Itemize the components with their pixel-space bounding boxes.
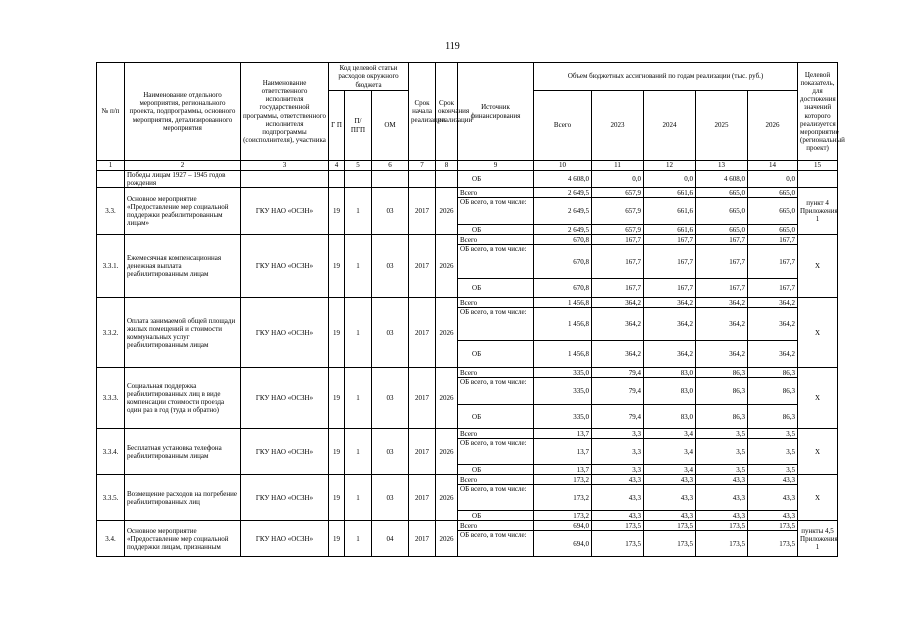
table-row: [97, 298, 838, 308]
measure-name: Основное мероприятие «Предоставление мер социальной поддержки лицам, признанным: [125, 521, 241, 557]
end-year: 2026: [436, 368, 458, 429]
header-name: Наименование отдельного мероприятия, регионального проекта, подпрограммы, основного мероприятия, детализированного мероприятия: [125, 63, 241, 161]
value-2024: 83,0: [644, 378, 696, 405]
value-2025: 3,5: [696, 429, 748, 439]
value-2024: 43,3: [644, 475, 696, 485]
source-vsego: Всего: [458, 188, 534, 198]
measure-name: Основное мероприятие «Предоставление мер социальной поддержки реабилитированным лицам»: [125, 188, 241, 235]
header-code-om: ОМ: [372, 91, 409, 161]
value-total: 694,0: [534, 521, 592, 531]
code-om: 03: [372, 429, 409, 475]
code-pgp: 1: [345, 298, 372, 368]
table-row: [97, 235, 838, 245]
col-number: 11: [592, 161, 644, 171]
measure-name: Оплата занимаемой общей площади жилых помещений и стоимости коммунальных услуг реабилитированным лицам: [125, 298, 241, 368]
source-ob-vsego: ОБ всего, в том числе:: [458, 378, 534, 405]
executor: ГКУ НАО «ОСЗН»: [241, 521, 329, 557]
value-2025: 86,3: [696, 368, 748, 378]
value-2025: 665,0: [696, 188, 748, 198]
end-year: 2026: [436, 521, 458, 557]
end-year: 2026: [436, 429, 458, 475]
value-2024: 167,7: [644, 279, 696, 298]
code-g: 19: [329, 475, 345, 521]
indicator: Х: [798, 235, 838, 298]
source-ob-vsego: ОБ всего, в том числе:: [458, 485, 534, 511]
value-2023: 43,3: [592, 475, 644, 485]
value-2023: 43,3: [592, 485, 644, 511]
source-vsego: Всего: [458, 235, 534, 245]
value-2026: 364,2: [748, 298, 798, 308]
value-2023: 364,2: [592, 298, 644, 308]
value-2026: 43,3: [748, 485, 798, 511]
value-2024: 83,0: [644, 368, 696, 378]
measure-name: Бесплатная установка телефона реабилитированным лицам: [125, 429, 241, 475]
value-2023: 364,2: [592, 308, 644, 341]
value-2025: 173,5: [696, 521, 748, 531]
col-number: 4: [329, 161, 345, 171]
value-2023: 173,5: [592, 521, 644, 531]
code-om: 03: [372, 298, 409, 368]
header-source: Источник финансирования: [458, 63, 534, 161]
col-number: 1: [97, 161, 125, 171]
value-2023: 167,7: [592, 235, 644, 245]
value-2023: 167,7: [592, 279, 644, 298]
table-row-continuation: [97, 171, 838, 188]
value-2025: 86,3: [696, 378, 748, 405]
value-2025: 4 608,0: [696, 171, 748, 188]
table-row: [97, 521, 838, 531]
code-om: 03: [372, 475, 409, 521]
table-row: [97, 475, 838, 485]
measure-name: Социальная поддержка реабилитированных лиц в виде компенсации стоимости проезда один раз в год (туда и обратно): [125, 368, 241, 429]
measure-num: 3.3.1.: [97, 235, 125, 298]
value-total: 335,0: [534, 378, 592, 405]
source-vsego: Всего: [458, 368, 534, 378]
value-2025: 167,7: [696, 279, 748, 298]
value-2025: 3,5: [696, 465, 748, 475]
items-body: [97, 188, 838, 557]
value-2026: 86,3: [748, 405, 798, 429]
code-g: 19: [329, 188, 345, 235]
table-row: [97, 368, 838, 378]
code-pgp: 1: [345, 188, 372, 235]
header-2025: 2025: [696, 91, 748, 161]
value-2025: 43,3: [696, 475, 748, 485]
value-total: 173,2: [534, 511, 592, 521]
value-2026: 43,3: [748, 511, 798, 521]
value-2023: 79,4: [592, 405, 644, 429]
source-ob: ОБ: [458, 341, 534, 368]
code-pgp: 1: [345, 475, 372, 521]
value-2023: 167,7: [592, 245, 644, 279]
indicator: пункт 4 Приложения 1: [798, 188, 838, 235]
end-year: 2026: [436, 235, 458, 298]
value-total: 4 608,0: [534, 171, 592, 188]
indicator: Х: [798, 298, 838, 368]
col-number: 8: [436, 161, 458, 171]
value-2024: 83,0: [644, 405, 696, 429]
header-volume-group: Объем бюджетных ассигнований по годам реализации (тыс. руб.): [534, 63, 798, 91]
value-2023: 79,4: [592, 368, 644, 378]
value-2024: 173,5: [644, 531, 696, 557]
col-number: 2: [125, 161, 241, 171]
value-total: 13,7: [534, 429, 592, 439]
executor: ГКУ НАО «ОСЗН»: [241, 298, 329, 368]
source-ob: ОБ: [458, 171, 534, 188]
col-number: 13: [696, 161, 748, 171]
value-2024: 167,7: [644, 235, 696, 245]
column-numbers-row: [97, 161, 838, 171]
indicator: Х: [798, 368, 838, 429]
value-2025: 43,3: [696, 485, 748, 511]
value-2024: 364,2: [644, 341, 696, 368]
start-year: 2017: [409, 368, 436, 429]
col-number: 9: [458, 161, 534, 171]
value-total: 173,2: [534, 475, 592, 485]
value-total: 2 649,5: [534, 188, 592, 198]
header-code-pgp: П/ ПГП: [345, 91, 372, 161]
code-g: 19: [329, 235, 345, 298]
value-2025: 86,3: [696, 405, 748, 429]
header-end: Срок окончания реализации: [436, 63, 458, 161]
source-ob: ОБ: [458, 511, 534, 521]
value-2026: 167,7: [748, 235, 798, 245]
value-2026: 86,3: [748, 368, 798, 378]
measure-num: 3.3.2.: [97, 298, 125, 368]
value-2024: 43,3: [644, 511, 696, 521]
value-2025: 173,5: [696, 531, 748, 557]
measure-name: Ежемесячная компенсационная денежная выплата реабилитированным лицам: [125, 235, 241, 298]
value-2025: 665,0: [696, 198, 748, 225]
source-vsego: Всего: [458, 298, 534, 308]
header-executor: Наименование ответственного исполнителя государственной программы, ответственного исполнителя подпрограммы (соисполнителя), участника: [241, 63, 329, 161]
value-2026: 665,0: [748, 225, 798, 235]
start-year: 2017: [409, 235, 436, 298]
value-total: 335,0: [534, 368, 592, 378]
value-2026: 665,0: [748, 198, 798, 225]
value-2026: 86,3: [748, 378, 798, 405]
value-2026: 167,7: [748, 279, 798, 298]
end-year: 2026: [436, 298, 458, 368]
indicator: пункты 4,5 Приложения 1: [798, 521, 838, 557]
source-vsego: Всего: [458, 429, 534, 439]
value-total: 173,2: [534, 485, 592, 511]
code-g: 19: [329, 429, 345, 475]
table-row: [97, 429, 838, 439]
page-number: 119: [445, 41, 460, 52]
value-2025: 167,7: [696, 245, 748, 279]
value-2024: 167,7: [644, 245, 696, 279]
start-year: 2017: [409, 188, 436, 235]
source-ob: ОБ: [458, 279, 534, 298]
code-g: 19: [329, 521, 345, 557]
indicator: Х: [798, 475, 838, 521]
value-2026: 665,0: [748, 188, 798, 198]
code-g: 19: [329, 368, 345, 429]
measure-num: 3.3.: [97, 188, 125, 235]
header-indicator: Целевой показатель, для достижения значений которого реализуется мероприятие (региональный проект): [798, 63, 838, 161]
code-pgp: 1: [345, 368, 372, 429]
value-total: 13,7: [534, 465, 592, 475]
value-total: 694,0: [534, 531, 592, 557]
col-number: 10: [534, 161, 592, 171]
value-total: 670,8: [534, 235, 592, 245]
value-2023: 657,9: [592, 188, 644, 198]
source-ob: ОБ: [458, 225, 534, 235]
table-row: [97, 188, 838, 198]
value-2023: 364,2: [592, 341, 644, 368]
source-vsego: Всего: [458, 521, 534, 531]
col-number: 12: [644, 161, 696, 171]
col-number: 15: [798, 161, 838, 171]
value-total: 1 456,8: [534, 341, 592, 368]
value-total: 670,8: [534, 279, 592, 298]
value-2026: 173,5: [748, 521, 798, 531]
col-number: 5: [345, 161, 372, 171]
value-2026: 173,5: [748, 531, 798, 557]
code-om: 03: [372, 188, 409, 235]
header-2026: 2026: [748, 91, 798, 161]
value-2026: 3,5: [748, 429, 798, 439]
value-2024: 3,4: [644, 439, 696, 465]
col-number: 6: [372, 161, 409, 171]
value-total: 670,8: [534, 245, 592, 279]
measure-num: 3.4.: [97, 521, 125, 557]
value-2024: 3,4: [644, 429, 696, 439]
start-year: 2017: [409, 475, 436, 521]
budget-table: [96, 62, 845, 557]
header-num: № п/п: [97, 63, 125, 161]
start-year: 2017: [409, 429, 436, 475]
value-2026: 3,5: [748, 439, 798, 465]
value-2023: 657,9: [592, 198, 644, 225]
value-2023: 3,3: [592, 465, 644, 475]
value-2025: 43,3: [696, 511, 748, 521]
col-number: 7: [409, 161, 436, 171]
value-2025: 3,5: [696, 439, 748, 465]
code-pgp: 1: [345, 429, 372, 475]
value-2023: 43,3: [592, 511, 644, 521]
value-2025: 364,2: [696, 341, 748, 368]
value-2024: 364,2: [644, 298, 696, 308]
end-year: 2026: [436, 188, 458, 235]
code-g: 19: [329, 298, 345, 368]
source-ob-vsego: ОБ всего, в том числе:: [458, 245, 534, 279]
col-number: 3: [241, 161, 329, 171]
value-2026: 364,2: [748, 308, 798, 341]
indicator: Х: [798, 429, 838, 475]
value-2023: 0,0: [592, 171, 644, 188]
value-total: 1 456,8: [534, 298, 592, 308]
header-code-group: Код целевой статьи расходов окружного бюджета: [329, 63, 409, 91]
source-ob-vsego: ОБ всего, в том числе:: [458, 198, 534, 225]
source-ob-vsego: ОБ всего, в том числе:: [458, 531, 534, 557]
value-2024: 43,3: [644, 485, 696, 511]
value-2026: 0,0: [748, 171, 798, 188]
value-total: 2 649,5: [534, 198, 592, 225]
value-2024: 661,6: [644, 198, 696, 225]
start-year: 2017: [409, 298, 436, 368]
value-2024: 661,6: [644, 225, 696, 235]
value-2025: 364,2: [696, 308, 748, 341]
value-total: 335,0: [534, 405, 592, 429]
end-year: 2026: [436, 475, 458, 521]
header-code-g: Г П: [329, 91, 345, 161]
value-2026: 3,5: [748, 465, 798, 475]
col-number: 14: [748, 161, 798, 171]
executor: ГКУ НАО «ОСЗН»: [241, 188, 329, 235]
value-total: 13,7: [534, 439, 592, 465]
measure-name: Возмещение расходов на погребение реабилитированных лиц: [125, 475, 241, 521]
value-total: 2 649,5: [534, 225, 592, 235]
header-start: Срок начала реализации: [409, 63, 436, 161]
source-vsego: Всего: [458, 475, 534, 485]
value-2025: 364,2: [696, 298, 748, 308]
value-2025: 665,0: [696, 225, 748, 235]
value-2026: 364,2: [748, 341, 798, 368]
executor: ГКУ НАО «ОСЗН»: [241, 475, 329, 521]
executor: ГКУ НАО «ОСЗН»: [241, 368, 329, 429]
value-2024: 3,4: [644, 465, 696, 475]
value-2024: 173,5: [644, 521, 696, 531]
source-ob: ОБ: [458, 405, 534, 429]
value-2026: 167,7: [748, 245, 798, 279]
measure-name: Победы лицам 1927 – 1945 годов рождения: [125, 171, 241, 188]
value-total: 1 456,8: [534, 308, 592, 341]
value-2024: 661,6: [644, 188, 696, 198]
code-om: 03: [372, 368, 409, 429]
code-pgp: 1: [345, 521, 372, 557]
start-year: 2017: [409, 521, 436, 557]
value-2024: 364,2: [644, 308, 696, 341]
value-2023: 657,9: [592, 225, 644, 235]
code-om: 04: [372, 521, 409, 557]
measure-num: 3.3.4.: [97, 429, 125, 475]
value-2023: 3,3: [592, 429, 644, 439]
header-2024: 2024: [644, 91, 696, 161]
header-total: Всего: [534, 91, 592, 161]
code-om: 03: [372, 235, 409, 298]
source-ob-vsego: ОБ всего, в том числе:: [458, 439, 534, 465]
value-2023: 173,5: [592, 531, 644, 557]
value-2024: 0,0: [644, 171, 696, 188]
source-ob-vsego: ОБ всего, в том числе:: [458, 308, 534, 341]
value-2026: 43,3: [748, 475, 798, 485]
executor: ГКУ НАО «ОСЗН»: [241, 429, 329, 475]
value-2023: 79,4: [592, 378, 644, 405]
measure-num: 3.3.3.: [97, 368, 125, 429]
value-2023: 3,3: [592, 439, 644, 465]
header-2023: 2023: [592, 91, 644, 161]
value-2025: 167,7: [696, 235, 748, 245]
executor: ГКУ НАО «ОСЗН»: [241, 235, 329, 298]
measure-num: 3.3.5.: [97, 475, 125, 521]
source-ob: ОБ: [458, 465, 534, 475]
code-pgp: 1: [345, 235, 372, 298]
